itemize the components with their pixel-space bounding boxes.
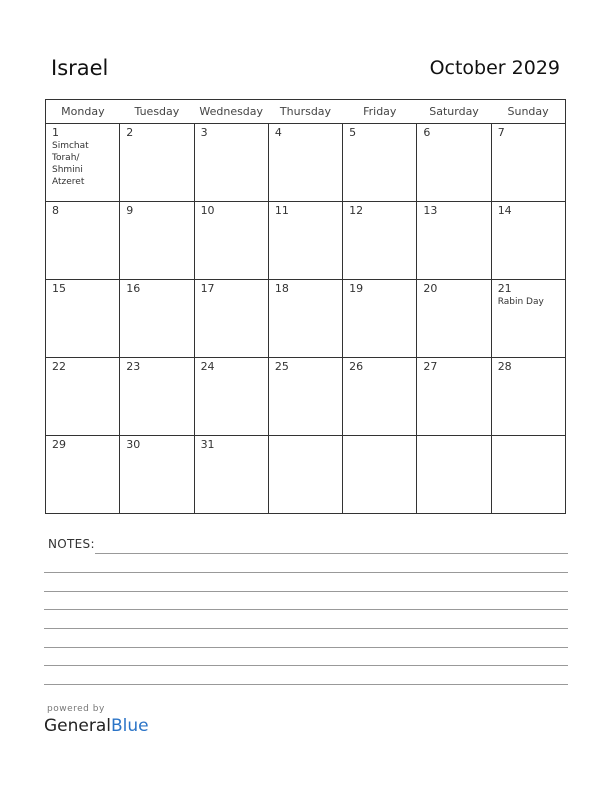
day-cell[interactable] bbox=[268, 124, 342, 202]
day-cell[interactable] bbox=[491, 124, 565, 202]
empty-day-cell bbox=[268, 436, 342, 514]
week-row bbox=[46, 280, 566, 358]
weekday-thursday: Thursday bbox=[268, 100, 342, 124]
notes-line bbox=[44, 591, 568, 592]
day-cell[interactable] bbox=[417, 202, 491, 280]
weekday-sunday: Sunday bbox=[491, 100, 565, 124]
notes-line bbox=[95, 553, 568, 554]
notes-line bbox=[44, 684, 568, 685]
day-number: 28 bbox=[497, 360, 512, 373]
day-cell[interactable] bbox=[120, 436, 194, 514]
day-cell[interactable] bbox=[194, 202, 268, 280]
day-cell[interactable] bbox=[417, 124, 491, 202]
day-number: 31 bbox=[200, 438, 215, 451]
week-row bbox=[46, 436, 566, 514]
day-number: 16 bbox=[126, 282, 141, 295]
generalblue-logo[interactable] bbox=[44, 716, 149, 736]
notes-line bbox=[44, 572, 568, 573]
day-cell[interactable] bbox=[268, 202, 342, 280]
day-number: 13 bbox=[423, 204, 438, 217]
day-number: 29 bbox=[52, 438, 66, 451]
powered-by-text: powered by bbox=[47, 704, 105, 714]
day-number: 5 bbox=[349, 126, 357, 139]
holiday-label: Simchat Torah/ Shmini Atzeret bbox=[52, 141, 89, 187]
day-number: 19 bbox=[349, 282, 364, 295]
week-row bbox=[46, 202, 566, 280]
day-number: 1 bbox=[52, 126, 59, 139]
day-cell[interactable] bbox=[268, 280, 342, 358]
day-number: 20 bbox=[423, 282, 438, 295]
notes-line bbox=[44, 609, 568, 610]
day-cell[interactable] bbox=[46, 124, 120, 202]
day-cell[interactable] bbox=[343, 280, 417, 358]
calendar-body bbox=[46, 124, 566, 514]
day-cell[interactable] bbox=[343, 124, 417, 202]
day-cell[interactable] bbox=[46, 436, 120, 514]
day-number: 7 bbox=[497, 126, 505, 139]
empty-day-cell bbox=[417, 436, 491, 514]
week-row bbox=[46, 358, 566, 436]
day-cell[interactable] bbox=[46, 202, 120, 280]
weekday-tuesday: Tuesday bbox=[120, 100, 194, 124]
day-number: 14 bbox=[497, 204, 512, 217]
day-cell[interactable] bbox=[194, 124, 268, 202]
day-number: 24 bbox=[200, 360, 215, 373]
notes-line bbox=[44, 647, 568, 648]
day-cell[interactable] bbox=[268, 358, 342, 436]
empty-day-cell bbox=[491, 436, 565, 514]
day-cell[interactable] bbox=[417, 280, 491, 358]
day-cell[interactable] bbox=[343, 358, 417, 436]
day-number: 25 bbox=[274, 360, 289, 373]
weekday-saturday: Saturday bbox=[417, 100, 491, 124]
day-number: 12 bbox=[349, 204, 364, 217]
day-number: 21 bbox=[497, 282, 512, 295]
empty-day-cell bbox=[343, 436, 417, 514]
notes-line bbox=[44, 628, 568, 629]
day-number: 17 bbox=[200, 282, 215, 295]
day-number: 18 bbox=[274, 282, 289, 295]
day-number: 27 bbox=[423, 360, 438, 373]
day-number: 23 bbox=[126, 360, 141, 373]
day-number: 15 bbox=[52, 282, 66, 295]
day-number: 9 bbox=[126, 204, 134, 217]
day-number: 8 bbox=[52, 204, 59, 217]
day-cell[interactable] bbox=[194, 436, 268, 514]
weekday-wednesday: Wednesday bbox=[194, 100, 268, 124]
notes-line bbox=[44, 665, 568, 666]
day-cell[interactable] bbox=[120, 124, 194, 202]
day-cell[interactable] bbox=[120, 358, 194, 436]
brand-blue: Blue bbox=[111, 716, 149, 736]
day-number: 30 bbox=[126, 438, 141, 451]
holiday-label: Rabin Day bbox=[497, 297, 544, 307]
brand-general: General bbox=[44, 716, 111, 736]
day-number: 11 bbox=[274, 204, 289, 217]
day-cell[interactable] bbox=[417, 358, 491, 436]
day-cell[interactable] bbox=[194, 358, 268, 436]
day-number: 22 bbox=[52, 360, 66, 373]
day-cell[interactable] bbox=[194, 280, 268, 358]
weekday-friday: Friday bbox=[343, 100, 417, 124]
day-number: 4 bbox=[274, 126, 282, 139]
day-cell[interactable] bbox=[46, 280, 120, 358]
weekday-monday: Monday bbox=[46, 100, 120, 124]
day-cell[interactable] bbox=[46, 358, 120, 436]
calendar-grid bbox=[45, 99, 566, 514]
weekday-header-row bbox=[46, 100, 566, 124]
day-cell[interactable] bbox=[120, 280, 194, 358]
month-title: October 2029 bbox=[429, 57, 560, 79]
day-cell[interactable] bbox=[343, 202, 417, 280]
day-cell[interactable] bbox=[491, 358, 565, 436]
day-number: 26 bbox=[349, 360, 364, 373]
day-cell[interactable] bbox=[491, 280, 565, 358]
day-number: 6 bbox=[423, 126, 431, 139]
day-cell[interactable] bbox=[120, 202, 194, 280]
week-row bbox=[46, 124, 566, 202]
day-number: 10 bbox=[200, 204, 215, 217]
day-number: 3 bbox=[200, 126, 208, 139]
day-cell[interactable] bbox=[491, 202, 565, 280]
country-title: Israel bbox=[51, 56, 109, 80]
notes-label: NOTES: bbox=[48, 537, 95, 551]
day-number: 2 bbox=[126, 126, 134, 139]
